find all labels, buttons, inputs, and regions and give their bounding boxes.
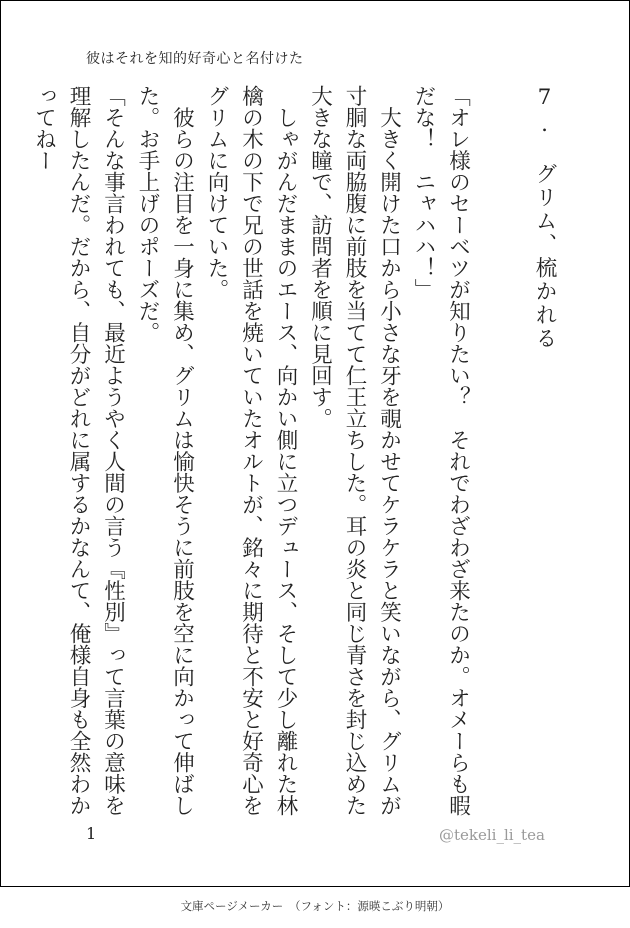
page-number: 1 — [86, 824, 97, 843]
body-paragraph-4: 彼らの注目を一身に集め、グリムは愉快そうに前肢を空に向かって伸ばした。お手上げのポーズだ。 — [135, 85, 195, 816]
author-credit: @tekeli_li_tea — [439, 826, 545, 844]
body-paragraph-3: しゃがんだままのエース、向かい側に立つデュース、そして少し離れた林檎の木の下で兄の世話を焼いていたオルトが、銘々に期待と不安と好奇心をグリムに向けていた。 — [204, 85, 298, 816]
body-paragraph-5: 「そんな事言われても、最近ようやく人間の言う『性別』って言葉の意味を理解したんだ。だから、自分がどれに属するかなんて、俺様自身も全然わかってねー — [31, 85, 126, 816]
chapter-title: 7. グリム、梳かれる — [532, 85, 557, 351]
running-header-title: 彼はそれを知的好奇心と名付けた — [86, 51, 304, 67]
body-paragraph-2: 大きく開けた口から小さな牙を覗かせてケラケラと笑いながら、グリムが寸胴な両脇腹に前肢を当てて仁王立ちした。耳の炎と同じ青さを封じ込めた大きな瞳で、訪問者を順に見回す。 — [307, 85, 402, 816]
vertical-text-block — [31, 85, 561, 820]
generator-note: 文庫ページメーカー （フォント：源暎こぶり明朝） — [180, 899, 450, 913]
body-paragraph-1: 「オレ様のセーベツが知りたい？ それでわざわざ来たのか。オメーらも暇だな！ ニャハハ！」 — [411, 85, 471, 816]
